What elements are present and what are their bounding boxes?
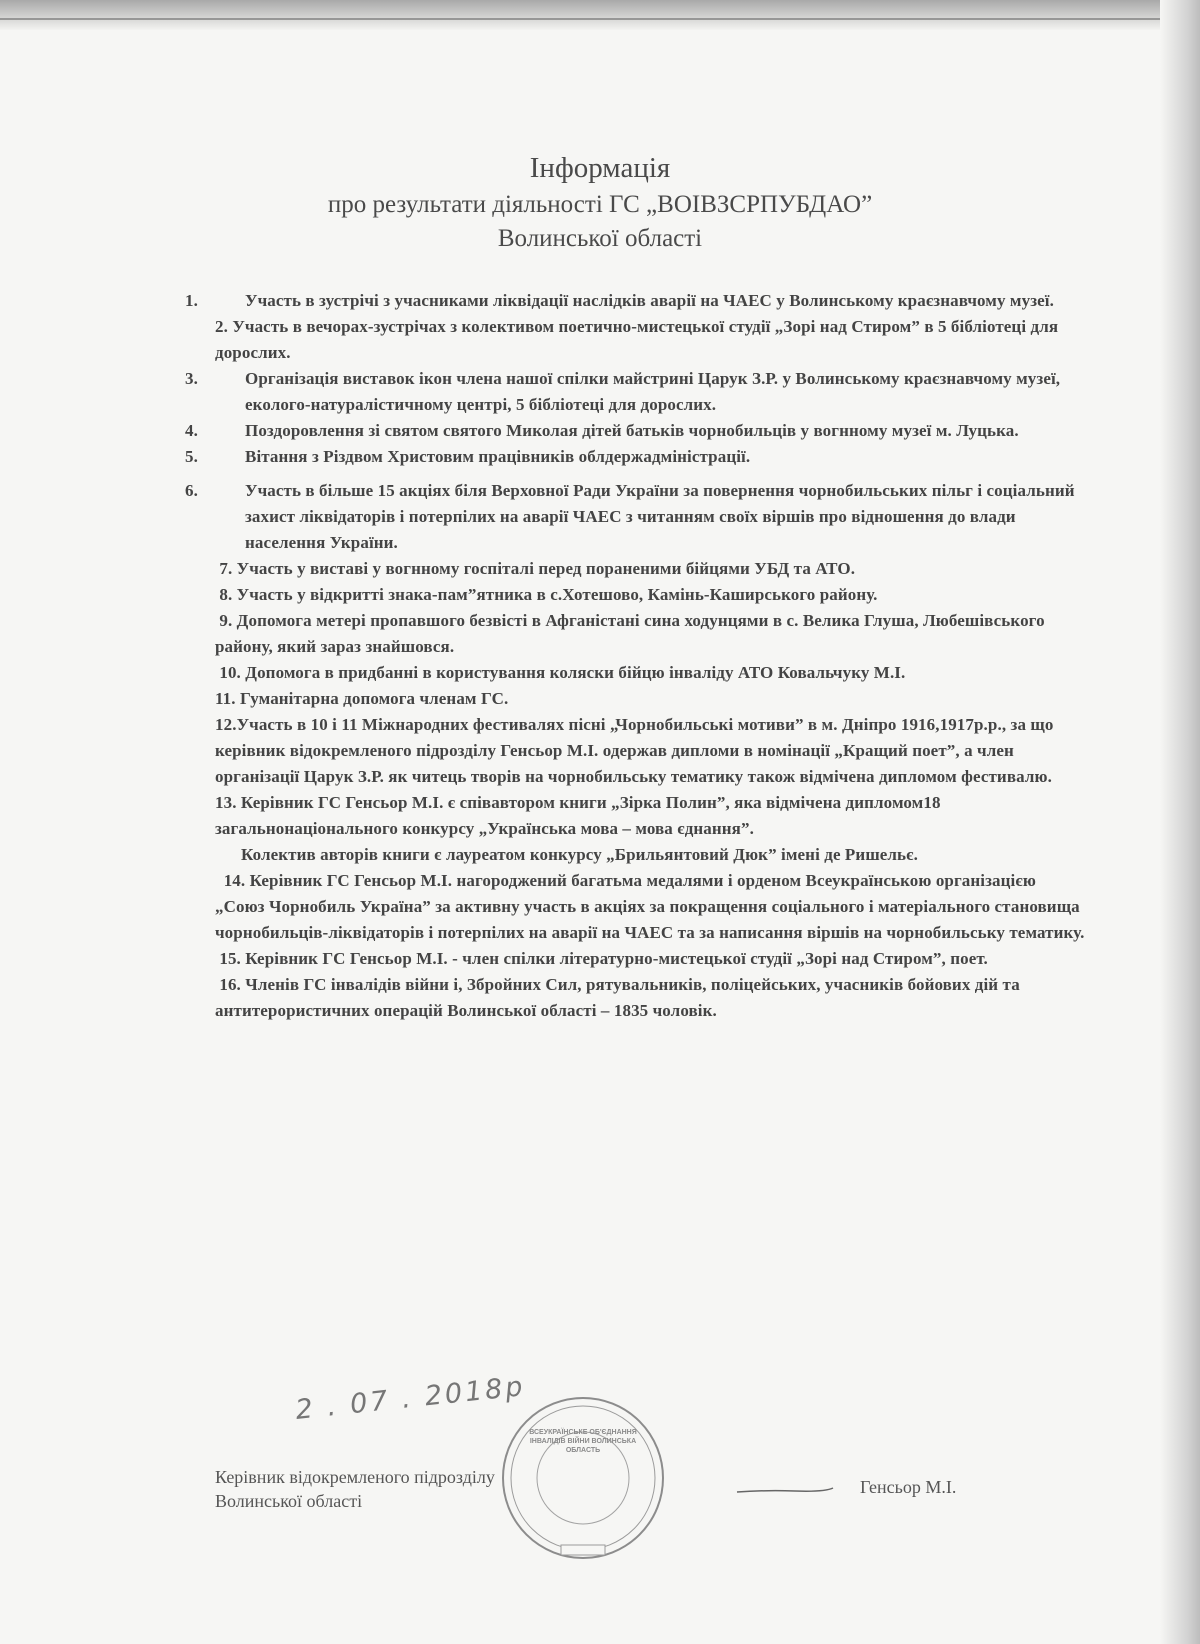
list-item: 6. Участь в більше 15 акціях біля Верховної Ради України за повернення чорнобильських пільг і соціальний захист ліквідаторів і потерпілих на аварії ЧАЕС з читанням своїх віршів про відношення до влади населення України.	[185, 481, 1075, 552]
list-item: 14. Керівник ГС Генсьор М.І. нагороджений багатьма медалями і орденом Всеукраїнською організацією „Союз Чорнобиль Україна” за активну участь в акціях за покращення соціального і матеріального становища чорнобильців-ліквідаторів і потерпілих на аварії на ЧАЕС та за написання віршів на чорнобильську тематику.	[215, 871, 1085, 942]
scan-shadow-top	[0, 0, 1200, 30]
activity-list	[185, 288, 1085, 1024]
document-subtitle: про результати діяльності ГС „ВОІВЗСРПУБДАО”	[327, 191, 873, 218]
list-item: 9. Допомога метері пропавшого безвісті в Афганістані сина ходунцями в с. Велика Глуша, Любешівського району, який зараз знайшовся.	[215, 611, 1045, 656]
signature-stroke-icon	[735, 1478, 835, 1498]
list-item: 7. Участь у виставі у вогнному госпіталі перед пораненими бійцями УБД та АТО.	[219, 559, 856, 578]
list-item: 1. Участь в зустрічі з учасниками ліквідації наслідків аварії на ЧАЕС у Волинському краєзнавчому музеї.	[185, 291, 1054, 310]
list-item: 15. Керівник ГС Генсьор М.І. - член спілки літературно-мистецької студії „Зорі над Стиром”, поет.	[219, 949, 988, 968]
signatory-position-line1: Керівник відокремленого підрозділу	[215, 1467, 495, 1487]
list-item: 5. Вітання з Різдвом Христовим працівників облдержадміністрації.	[185, 447, 751, 466]
list-item: Колектив авторів книги є лауреатом конкурсу „Брильянтовий Дюк” імені де Ришельє.	[241, 845, 918, 864]
list-item: 2. Участь в вечорах-зустрічах з колективом поетично-мистецької студії „Зорі над Стиром” в 5 бібліотеці для дорослих.	[215, 317, 1059, 362]
list-item: 10. Допомога в придбанні в користування коляски бійцю інваліду АТО Ковальчуку М.І.	[219, 663, 906, 682]
round-stamp-icon	[498, 1393, 668, 1563]
list-item: 12.Участь в 10 і 11 Міжнародних фестивалях пісні „Чорнобильські мотиви” в м. Дніпро 1916,1917р.р., за що керівник відокремленого підрозділу Генсьор М.І. одержав дипломи в номінації „Кращий поет”, а член організації Царук З.Р. як читець творів на чорнобильську тематику також відмічена дипломом фестивалю.	[215, 715, 1054, 786]
list-item: 8. Участь у відкритті знака-пам”ятника в с.Хотешово, Камінь-Каширського району.	[219, 585, 878, 604]
list-item: 16. Членів ГС інвалідів війни і, Збройних Сил, рятувальників, поліцейських, учасників бойових дій та антитерористичних операцій Волинської області – 1835 чоловік.	[215, 975, 1020, 1020]
list-item: 13. Керівник ГС Генсьор М.І. є співавтором книги „Зірка Полин”, яка відмічена дипломом18 загальнонаціонального конкурсу „Українська мова – мова єднання”.	[215, 793, 941, 838]
document-region: Волинської області	[497, 225, 703, 252]
signatory-name: Генсьор М.І.	[860, 1477, 957, 1497]
list-item: 3. Організація виставок ікон члена нашої спілки майстрині Царук З.Р. у Волинському краєзнавчому музеї, еколого-натуралістичному центрі, 5 бібліотеці для дорослих.	[185, 369, 1061, 414]
list-item: 11. Гуманітарна допомога членам ГС.	[215, 689, 509, 708]
document-title: Інформація	[529, 152, 671, 184]
stamp-text: ВСЕУКРАЇНСЬКЕ ОБ'ЄДНАННЯ ІНВАЛІДІВ ВІЙНИ ВОЛИНСЬКА ОБЛАСТЬ	[529, 1429, 637, 1454]
signatory-position	[215, 1465, 495, 1513]
signatory-position-line2: Волинської області	[215, 1491, 363, 1511]
scan-line	[0, 18, 1200, 20]
handwritten-date: 2 . 07 . 2018р	[294, 1371, 527, 1426]
list-item: 4. Поздоровлення зі святом святого Миколая дітей батьків чорнобильців у вогнному музеї м. Луцька.	[185, 421, 1019, 440]
